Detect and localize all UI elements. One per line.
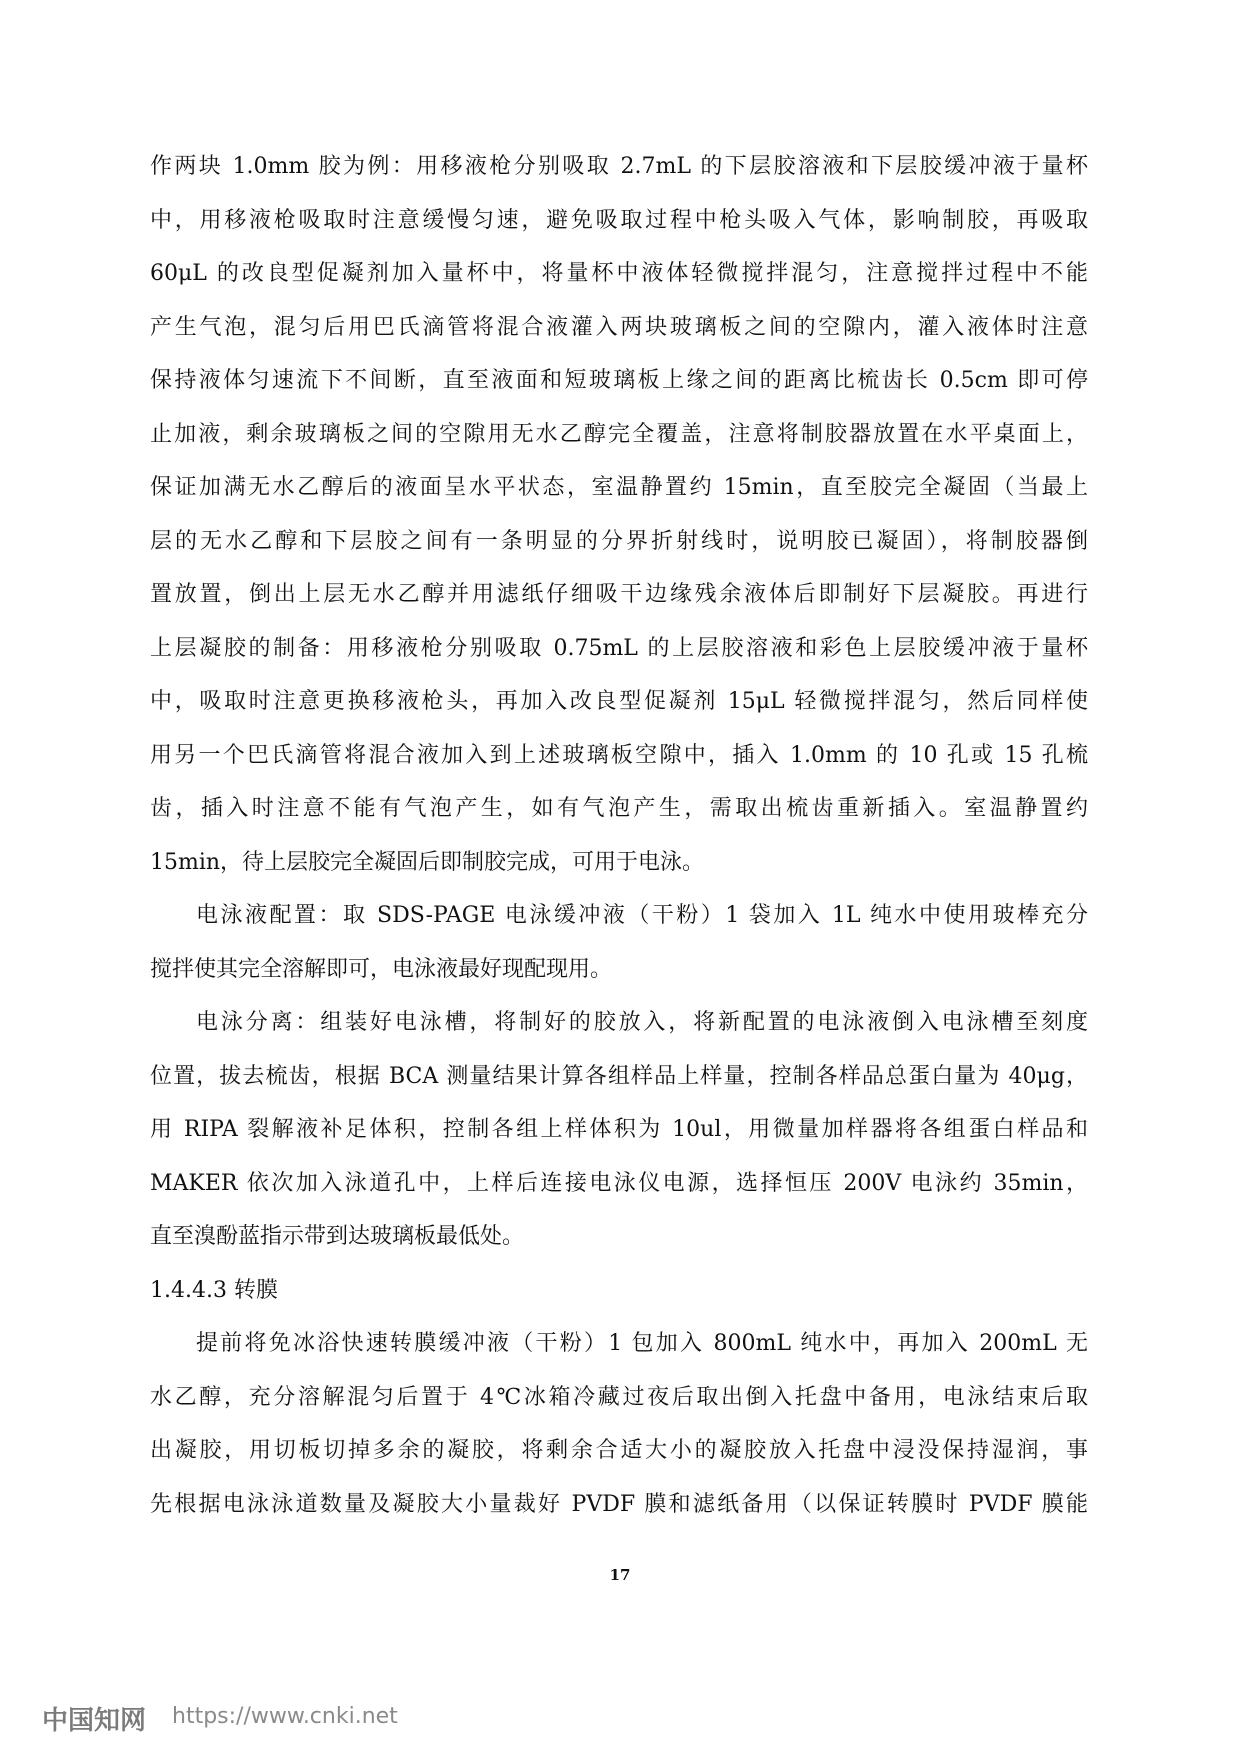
- cnki-logo-text: 中国知网: [42, 1706, 147, 1736]
- text-line: 60μL 的改良型促凝剂加入量杯中，将量杯中液体轻微搅拌混匀，注意搅拌过程中不能: [150, 261, 1088, 286]
- page-number: 17: [609, 1566, 631, 1584]
- text-line: 产生气泡，混匀后用巴氏滴管将混合液灌入两块玻璃板之间的空隙内，灌入液体时注意: [150, 314, 1088, 340]
- text-line: 作两块 1.0mm 胶为例：用移液枪分别吸取 2.7mL 的下层胶溶液和下层胶缓冲液于量杯: [150, 154, 1088, 179]
- paragraph-first-line: 电泳分离：组装好电泳槽，将制好的胶放入，将新配置的电泳液倒入电泳槽至刻度: [196, 1010, 1088, 1035]
- footer-url: https://www.cnki.net: [172, 1704, 398, 1729]
- text-line: 中，用移液枪吸取时注意缓慢匀速，避免吸取过程中枪头吸入气体，影响制胶，再吸取: [150, 207, 1088, 233]
- text-line: 止加液，剩余玻璃板之间的空隙用无水乙醇完全覆盖，注意将制胶器放置在水平桌面上，: [150, 421, 1088, 447]
- paragraph-first-line: 电泳液配置：取 SDS-PAGE 电泳缓冲液（干粉）1 袋加入 1L 纯水中使用玻棒充分: [196, 903, 1088, 928]
- text-line: MAKER 依次加入泳道孔中，上样后连接电泳仪电源，选择恒压 200V 电泳约 35min，: [150, 1170, 1088, 1196]
- text-line: 层的无水乙醇和下层胶之间有一条明显的分界折射线时，说明胶已凝固），将制胶器倒: [150, 528, 1088, 554]
- text-line: 搅拌使其完全溶解即可，电泳液最好现配现用。: [150, 956, 613, 982]
- text-line: 保持液体匀速流下不间断，直至液面和短玻璃板上缘之间的距离比梳齿长 0.5cm 即可停: [150, 368, 1088, 393]
- section-heading: 1.4.4.3 转膜: [150, 1277, 278, 1303]
- text-line: 15min，待上层胶完全凝固后即制胶完成，可用于电泳。: [150, 849, 705, 875]
- text-line: 置放置，倒出上层无水乙醇并用滤纸仔细吸干边缘残余液体后即制好下层凝胶。再进行: [150, 582, 1088, 607]
- text-line: 出凝胶，用切板切掉多余的凝胶，将剩余合适大小的凝胶放入托盘中浸没保持湿润，事: [150, 1438, 1088, 1463]
- text-line: 中，吸取时注意更换移液枪头，再加入改良型促凝剂 15μL 轻微搅拌混匀，然后同样使: [150, 689, 1088, 714]
- text-line: 用另一个巴氏滴管将混合液加入到上述玻璃板空隙中，插入 1.0mm 的 10 孔或 15 孔梳: [150, 742, 1088, 768]
- text-line: 先根据电泳泳道数量及凝胶大小量裁好 PVDF 膜和滤纸备用（以保证转膜时 PVDF 膜能: [150, 1491, 1088, 1517]
- page-body: [150, 140, 1088, 1531]
- text-line: 保证加满无水乙醇后的液面呈水平状态，室温静置约 15min，直至胶完全凝固（当最上: [150, 475, 1088, 500]
- paragraph-first-line: 提前将免冰浴快速转膜缓冲液（干粉）1 包加入 800mL 纯水中，再加入 200mL 无: [196, 1331, 1088, 1356]
- text-line: 齿，插入时注意不能有气泡产生，如有气泡产生，需取出梳齿重新插入。室温静置约: [150, 796, 1088, 821]
- text-line: 水乙醇，充分溶解混匀后置于 4℃冰箱冷藏过夜后取出倒入托盘中备用，电泳结束后取: [150, 1384, 1088, 1410]
- text-line: 用 RIPA 裂解液补足体积，控制各组上样体积为 10ul，用微量加样器将各组蛋白样品和: [150, 1117, 1088, 1142]
- text-line: 直至溴酚蓝指示带到达玻璃板最低处。: [150, 1224, 525, 1249]
- text-line: 位置，拔去梳齿，根据 BCA 测量结果计算各组样品上样量，控制各样品总蛋白量为 40μg，: [150, 1063, 1088, 1089]
- text-line: 上层凝胶的制备：用移液枪分别吸取 0.75mL 的上层胶溶液和彩色上层胶缓冲液于量杯: [150, 635, 1088, 661]
